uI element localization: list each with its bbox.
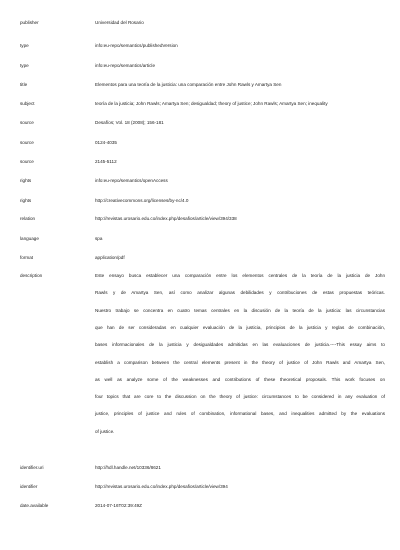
field-value: http://revistas.urosario.edu.co/index.php/desafios/article/view/394 <box>95 484 228 489</box>
field-key: type <box>20 63 29 68</box>
description-line: bases informacionales de la justicia y desigualdades admitidas en las evaluaciones de justicia.----This essay aims to <box>95 342 385 348</box>
field-key: type <box>20 43 29 48</box>
field-value: info:eu-repo/semantics/article <box>95 63 156 68</box>
field-value: 2145-5112 <box>95 159 117 164</box>
field-key: identifier.uri <box>20 465 44 470</box>
field-key: source <box>20 140 34 145</box>
field-key: relation <box>20 216 36 221</box>
description-line: justice, principles of justice and rules of combination, informational bases, and inequalities admitted by the evaluations <box>95 411 385 417</box>
description-line: of justice. <box>95 428 115 434</box>
field-value: info:eu-repo/semantics/publishedVersion <box>95 43 178 48</box>
field-key: rights <box>20 178 32 183</box>
field-value: http://creativecommons.org/licenses/by-nc/4.0 <box>95 198 189 203</box>
field-value: spa <box>95 236 103 241</box>
description-line: establish a comparison between the central elements present in the theory of justice of John Rawls and Amartya Sen, <box>95 359 385 365</box>
field-key: source <box>20 120 34 125</box>
description-line: que han de ser consideradas en cualquier evaluación de la justicia, principios de la justicia y reglas de combinación, <box>95 324 385 330</box>
description-line: Este ensayo busca establecer una comparación entre los elementos centrales de la teoría de la justicia de John <box>95 273 385 278</box>
field-key: description <box>20 273 43 278</box>
field-value: http://revistas.urosario.edu.co/index.php/desafios/article/view/394/338 <box>95 216 237 221</box>
field-key: format <box>20 255 34 260</box>
field-key: identifier <box>20 484 38 489</box>
field-value: Elementos para una teoría de la justicia: una comparación entre John Rawls y Amartya Sen <box>95 82 282 87</box>
field-key: date.available <box>20 503 49 508</box>
field-value: http://hdl.handle.net/10336/8621 <box>95 465 161 470</box>
description-line: Rawls y de Amartya Sen, así como analizar algunas debilidades y contribuciones de estas propuestas teóricas. <box>95 290 385 296</box>
field-value: info:eu-repo/semantics/openAccess <box>95 178 168 183</box>
field-key: source <box>20 159 34 164</box>
field-key: publisher <box>20 20 39 25</box>
field-key: rights <box>20 198 32 203</box>
description-line: Nuestro trabajo se concentra en cuatro temas centrales en la discusión de la teoría de la justicia: las circunstancias <box>95 307 385 313</box>
field-value: 2014-07-16T02:39:49Z <box>95 503 142 508</box>
description-row <box>0 273 400 453</box>
field-value: 0124-4035 <box>95 140 117 145</box>
field-key: subject <box>20 101 35 106</box>
field-value: Desafíos; Vol. 18 (2008); 156-181 <box>95 120 164 125</box>
description-line: four topics that are core to the discussion on the theory of justice: circumstances to be considered in any evaluation of <box>95 394 385 400</box>
field-value: teoría de la justicia; John Rawls; Amartya Sen; desigualdad; theory of justice; John Rawls; Amartya Sen; inequality <box>95 101 328 106</box>
field-key: title <box>20 82 28 87</box>
field-value: Universidad del Rosario <box>95 20 144 25</box>
field-value: application/pdf <box>95 255 125 260</box>
description-line: as well as analyze some of the weaknesses and contributions of these theoretical proposals. This work focuses on <box>95 376 385 382</box>
field-key: language <box>20 236 39 241</box>
